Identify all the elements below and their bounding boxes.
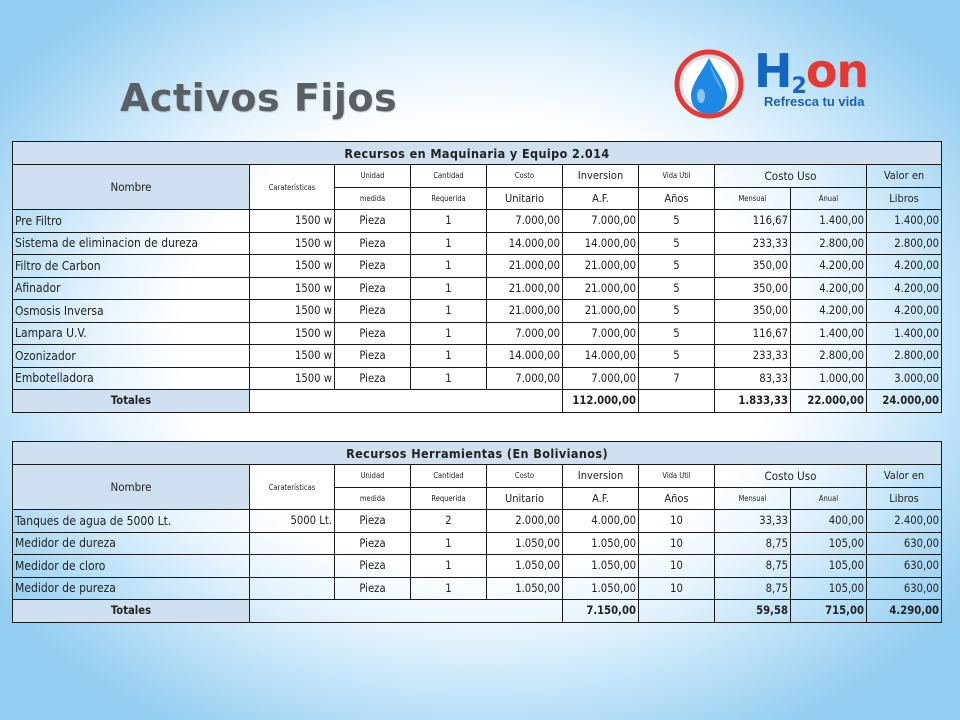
cell-inversion: 7.000,00 <box>563 367 639 390</box>
table-body <box>13 210 942 390</box>
cell-caracteristicas: 1500 w <box>250 255 335 278</box>
cell-vida-util: 5 <box>639 210 715 233</box>
totals-spacer <box>250 600 563 623</box>
totals-libros: 24.000,00 <box>867 390 942 413</box>
cell-anual: 105,00 <box>791 577 867 600</box>
header-requerida: Requerida <box>411 487 487 510</box>
cell-nombre: Embotelladora <box>13 367 250 390</box>
cell-inversion: 14.000,00 <box>563 232 639 255</box>
table-row <box>13 532 942 555</box>
cell-nombre: Ozonizador <box>13 345 250 368</box>
cell-mensual: 8,75 <box>715 555 791 578</box>
header-mensual: Mensual <box>715 487 791 510</box>
totals-libros: 4.290,00 <box>867 600 942 623</box>
cell-nombre: Osmosis Inversa <box>13 300 250 323</box>
cell-unidad: Pieza <box>335 255 411 278</box>
cell-inversion: 14.000,00 <box>563 345 639 368</box>
cell-libros: 1.400,00 <box>867 322 942 345</box>
cell-libros: 4.200,00 <box>867 255 942 278</box>
header-vida-util: Vida Util <box>639 165 715 188</box>
header-costo: Costo <box>487 465 563 488</box>
cell-caracteristicas <box>250 532 335 555</box>
totals-empty <box>639 600 715 623</box>
cell-vida-util: 10 <box>639 577 715 600</box>
cell-costo-unitario: 1.050,00 <box>487 532 563 555</box>
cell-anual: 1.400,00 <box>791 322 867 345</box>
cell-inversion: 7.000,00 <box>563 322 639 345</box>
header-anos: Años <box>639 187 715 210</box>
cell-caracteristicas: 1500 w <box>250 210 335 233</box>
cell-vida-util: 5 <box>639 345 715 368</box>
cell-unidad: Pieza <box>335 277 411 300</box>
table-row <box>13 255 942 278</box>
cell-mensual: 116,67 <box>715 322 791 345</box>
cell-mensual: 116,67 <box>715 210 791 233</box>
cell-costo-unitario: 2.000,00 <box>487 510 563 533</box>
maquinaria-table <box>12 141 942 413</box>
cell-costo-unitario: 7.000,00 <box>487 210 563 233</box>
cell-vida-util: 5 <box>639 322 715 345</box>
header-vida-util: Vida Util <box>639 465 715 488</box>
table-row <box>13 232 942 255</box>
cell-anual: 4.200,00 <box>791 255 867 278</box>
cell-libros: 4.200,00 <box>867 300 942 323</box>
totals-spacer <box>250 390 563 413</box>
cell-nombre: Medidor de pureza <box>13 577 250 600</box>
cell-libros: 1.400,00 <box>867 210 942 233</box>
table-row <box>13 510 942 533</box>
cell-costo-unitario: 21.000,00 <box>487 300 563 323</box>
cell-anual: 1.000,00 <box>791 367 867 390</box>
cell-caracteristicas: 1500 w <box>250 345 335 368</box>
header-requerida: Requerida <box>411 187 487 210</box>
cell-caracteristicas <box>250 555 335 578</box>
table-row <box>13 277 942 300</box>
cell-unidad: Pieza <box>335 300 411 323</box>
cell-libros: 630,00 <box>867 577 942 600</box>
cell-nombre: Medidor de cloro <box>13 555 250 578</box>
cell-anual: 2.800,00 <box>791 345 867 368</box>
cell-libros: 3.000,00 <box>867 367 942 390</box>
cell-vida-util: 10 <box>639 510 715 533</box>
cell-caracteristicas: 1500 w <box>250 300 335 323</box>
cell-costo-unitario: 1.050,00 <box>487 555 563 578</box>
cell-unidad: Pieza <box>335 555 411 578</box>
header-mensual: Mensual <box>715 187 791 210</box>
header-unidad: Unidad <box>335 165 411 188</box>
cell-cantidad: 1 <box>411 300 487 323</box>
cell-mensual: 350,00 <box>715 300 791 323</box>
table-row <box>13 300 942 323</box>
table-row <box>13 210 942 233</box>
cell-vida-util: 5 <box>639 255 715 278</box>
cell-anual: 105,00 <box>791 532 867 555</box>
cell-anual: 400,00 <box>791 510 867 533</box>
cell-costo-unitario: 21.000,00 <box>487 255 563 278</box>
cell-mensual: 233,33 <box>715 345 791 368</box>
header-anual: Anual <box>791 487 867 510</box>
cell-costo-unitario: 14.000,00 <box>487 232 563 255</box>
cell-inversion: 7.000,00 <box>563 210 639 233</box>
cell-mensual: 33,33 <box>715 510 791 533</box>
cell-cantidad: 1 <box>411 255 487 278</box>
cell-anual: 105,00 <box>791 555 867 578</box>
header-anual: Anual <box>791 187 867 210</box>
cell-vida-util: 5 <box>639 300 715 323</box>
cell-inversion: 1.050,00 <box>563 555 639 578</box>
totals-mensual: 1.833,33 <box>715 390 791 413</box>
cell-vida-util: 5 <box>639 277 715 300</box>
table-row <box>13 322 942 345</box>
cell-costo-unitario: 21.000,00 <box>487 277 563 300</box>
cell-costo-unitario: 14.000,00 <box>487 345 563 368</box>
table-caption: Recursos en Maquinaria y Equipo 2.014 <box>13 142 942 165</box>
header-caracteristicas: Caraterísticas <box>250 465 335 510</box>
cell-unidad: Pieza <box>335 210 411 233</box>
cell-inversion: 1.050,00 <box>563 532 639 555</box>
header-libros: Libros <box>867 187 942 210</box>
cell-mensual: 8,75 <box>715 577 791 600</box>
cell-caracteristicas: 1500 w <box>250 277 335 300</box>
cell-unidad: Pieza <box>335 345 411 368</box>
cell-vida-util: 10 <box>639 532 715 555</box>
cell-unidad: Pieza <box>335 577 411 600</box>
header-cantidad: Cantidad <box>411 465 487 488</box>
cell-inversion: 21.000,00 <box>563 255 639 278</box>
totals-row <box>13 390 942 413</box>
header-nombre: Nombre <box>13 465 250 510</box>
cell-cantidad: 1 <box>411 577 487 600</box>
table-row <box>13 555 942 578</box>
header-anos: Años <box>639 487 715 510</box>
cell-cantidad: 2 <box>411 510 487 533</box>
header-af: A.F. <box>563 187 639 210</box>
cell-mensual: 83,33 <box>715 367 791 390</box>
header-valor-en: Valor en <box>867 165 942 188</box>
cell-libros: 630,00 <box>867 555 942 578</box>
totals-label: Totales <box>13 390 250 413</box>
cell-caracteristicas <box>250 577 335 600</box>
totals-label: Totales <box>13 600 250 623</box>
header-costo-uso: Costo Uso <box>715 465 867 488</box>
cell-caracteristicas: 5000 Lt. <box>250 510 335 533</box>
cell-nombre: Tanques de agua de 5000 Lt. <box>13 510 250 533</box>
totals-mensual: 59,58 <box>715 600 791 623</box>
cell-vida-util: 5 <box>639 232 715 255</box>
table-body <box>13 510 942 600</box>
cell-cantidad: 1 <box>411 322 487 345</box>
cell-libros: 630,00 <box>867 532 942 555</box>
header-libros: Libros <box>867 487 942 510</box>
logo-tagline: Refresca tu vida <box>764 94 865 109</box>
cell-unidad: Pieza <box>335 532 411 555</box>
cell-libros: 2.800,00 <box>867 232 942 255</box>
table-caption: Recursos Herramientas (En Bolivianos) <box>13 442 942 465</box>
header-costo-uso: Costo Uso <box>715 165 867 188</box>
table-row <box>13 345 942 368</box>
cell-unidad: Pieza <box>335 232 411 255</box>
totals-inversion: 7.150,00 <box>563 600 639 623</box>
header-valor-en: Valor en <box>867 465 942 488</box>
cell-vida-util: 10 <box>639 555 715 578</box>
cell-anual: 4.200,00 <box>791 277 867 300</box>
herramientas-table <box>12 441 942 623</box>
header-inversion: Inversion <box>563 465 639 488</box>
totals-inversion: 112.000,00 <box>563 390 639 413</box>
page-title: Activos Fijos <box>120 76 398 120</box>
h2on-logo <box>672 44 902 124</box>
totals-anual: 715,00 <box>791 600 867 623</box>
cell-costo-unitario: 1.050,00 <box>487 577 563 600</box>
cell-anual: 4.200,00 <box>791 300 867 323</box>
header-cantidad: Cantidad <box>411 165 487 188</box>
cell-unidad: Pieza <box>335 322 411 345</box>
header-inversion: Inversion <box>563 165 639 188</box>
cell-libros: 2.400,00 <box>867 510 942 533</box>
cell-mensual: 8,75 <box>715 532 791 555</box>
cell-cantidad: 1 <box>411 232 487 255</box>
cell-nombre: Afinador <box>13 277 250 300</box>
cell-anual: 2.800,00 <box>791 232 867 255</box>
header-nombre: Nombre <box>13 165 250 210</box>
header-af: A.F. <box>563 487 639 510</box>
cell-inversion: 1.050,00 <box>563 577 639 600</box>
cell-cantidad: 1 <box>411 345 487 368</box>
cell-inversion: 21.000,00 <box>563 300 639 323</box>
header-caracteristicas: Caraterísticas <box>250 165 335 210</box>
cell-caracteristicas: 1500 w <box>250 367 335 390</box>
header-costo: Costo <box>487 165 563 188</box>
cell-mensual: 350,00 <box>715 277 791 300</box>
cell-libros: 4.200,00 <box>867 277 942 300</box>
cell-inversion: 4.000,00 <box>563 510 639 533</box>
cell-nombre: Medidor de dureza <box>13 532 250 555</box>
cell-vida-util: 7 <box>639 367 715 390</box>
cell-costo-unitario: 7.000,00 <box>487 367 563 390</box>
table-row <box>13 367 942 390</box>
cell-cantidad: 1 <box>411 210 487 233</box>
table-row <box>13 577 942 600</box>
header-medida: medida <box>335 187 411 210</box>
cell-nombre: Sistema de eliminacion de dureza <box>13 232 250 255</box>
cell-unidad: Pieza <box>335 367 411 390</box>
cell-inversion: 21.000,00 <box>563 277 639 300</box>
cell-anual: 1.400,00 <box>791 210 867 233</box>
header-medida: medida <box>335 487 411 510</box>
cell-mensual: 350,00 <box>715 255 791 278</box>
totals-empty <box>639 390 715 413</box>
cell-caracteristicas: 1500 w <box>250 322 335 345</box>
cell-cantidad: 1 <box>411 555 487 578</box>
cell-nombre: Lampara U.V. <box>13 322 250 345</box>
cell-unidad: Pieza <box>335 510 411 533</box>
cell-cantidad: 1 <box>411 277 487 300</box>
water-drop-icon <box>672 44 752 124</box>
cell-costo-unitario: 7.000,00 <box>487 322 563 345</box>
cell-nombre: Filtro de Carbon <box>13 255 250 278</box>
logo-brand: $H_2on$ <box>754 44 869 99</box>
cell-cantidad: 1 <box>411 367 487 390</box>
cell-cantidad: 1 <box>411 532 487 555</box>
cell-mensual: 233,33 <box>715 232 791 255</box>
header-unidad: Unidad <box>335 465 411 488</box>
totals-row <box>13 600 942 623</box>
cell-libros: 2.800,00 <box>867 345 942 368</box>
totals-anual: 22.000,00 <box>791 390 867 413</box>
cell-nombre: Pre Filtro <box>13 210 250 233</box>
cell-caracteristicas: 1500 w <box>250 232 335 255</box>
header-unitario: Unitario <box>487 187 563 210</box>
header-unitario: Unitario <box>487 487 563 510</box>
